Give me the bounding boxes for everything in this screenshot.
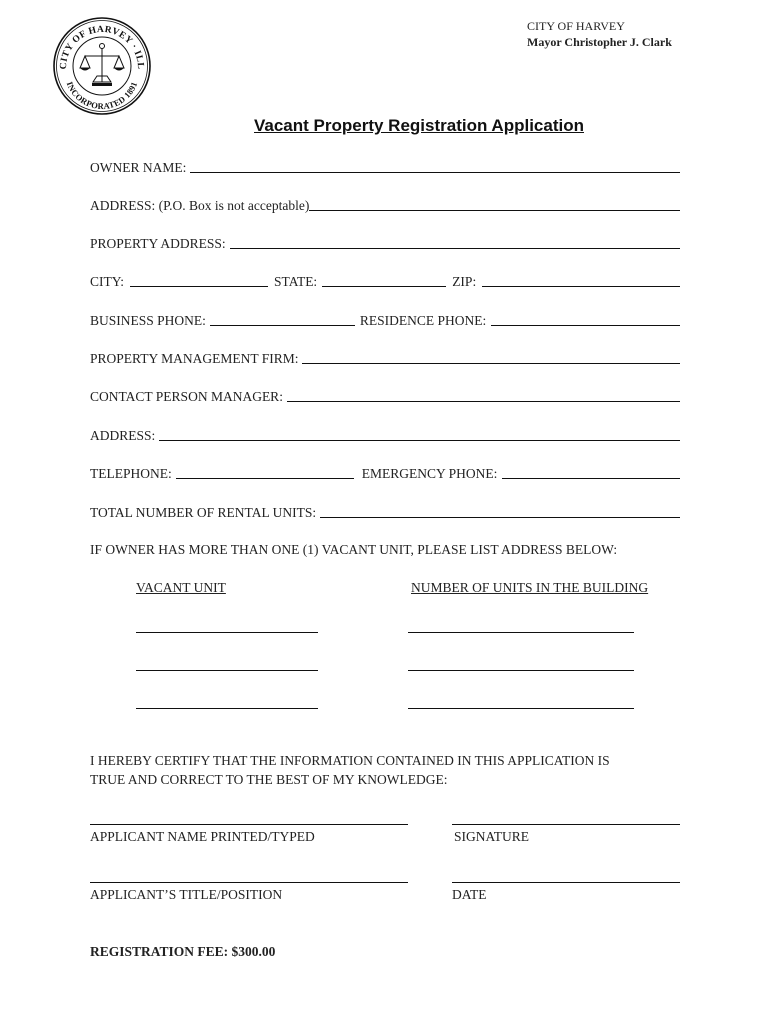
management-firm-row [90,349,680,367]
manager-address-row [90,426,680,444]
vacant-unit-field-2[interactable] [136,670,318,671]
contact-person-row [90,387,680,405]
units-in-building-field-2[interactable] [408,670,634,671]
property-address-row [90,234,680,252]
owner-name-field[interactable] [190,172,680,173]
signature-label: SIGNATURE [454,829,530,844]
city-field[interactable] [130,286,268,287]
owner-address-field[interactable] [309,210,680,211]
svg-text:CITY OF HARVEY · ILL: CITY OF HARVEY · ILL [58,24,146,70]
units-in-building-header: NUMBER OF UNITS IN THE BUILDING [411,580,649,595]
svg-text:INCORPORATED 1891: INCORPORATED 1891 [64,80,140,112]
total-units-field[interactable] [320,517,680,518]
contact-person-field[interactable] [287,401,680,402]
emergency-phone-field[interactable] [502,478,680,479]
vacant-unit-header: VACANT UNIT [136,580,226,595]
management-firm-label: PROPERTY MANAGEMENT FIRM: [90,351,299,366]
certification-line-1: I HEREBY CERTIFY THAT THE INFORMATION CONTAINED IN THIS APPLICATION IS [90,753,610,768]
city-state-zip-row [90,272,680,290]
total-units-label: TOTAL NUMBER OF RENTAL UNITS: [90,505,317,520]
business-phone-field[interactable] [210,325,355,326]
form-title: Vacant Property Registration Application [254,116,584,135]
owner-name-label: OWNER NAME: [90,160,187,175]
telephone-field[interactable] [176,478,354,479]
residence-phone-label: RESIDENCE PHONE: [359,313,487,328]
total-units-row [90,503,680,521]
business-phone-label: BUSINESS PHONE: [90,313,206,328]
phones-row [90,311,680,329]
property-address-label: PROPERTY ADDRESS: [90,236,226,251]
date-field[interactable] [452,882,680,883]
certification-line-2: TRUE AND CORRECT TO THE BEST OF MY KNOWLEDGE: [90,772,448,787]
header-city: CITY OF HARVEY [527,19,625,33]
management-firm-field[interactable] [302,363,680,364]
residence-phone-field[interactable] [491,325,680,326]
owner-address-label: ADDRESS: (P.O. Box is not acceptable) [90,198,310,213]
units-in-building-field-3[interactable] [408,708,634,709]
applicant-name-field[interactable] [90,824,408,825]
applicant-title-field[interactable] [90,882,408,883]
header-mayor: Mayor Christopher J. Clark [527,35,672,49]
owner-name-row [90,158,680,176]
manager-address-field[interactable] [159,440,680,441]
vacant-unit-field-3[interactable] [136,708,318,709]
telephone-label: TELEPHONE: [90,466,172,481]
registration-fee: REGISTRATION FEE: $300.00 [90,944,276,959]
city-label: CITY: [90,274,125,289]
owner-address-row [90,196,680,214]
state-field[interactable] [322,286,446,287]
emergency-phone-label: EMERGENCY PHONE: [361,466,498,481]
date-label: DATE [452,887,487,902]
zip-field[interactable] [482,286,680,287]
units-in-building-field-1[interactable] [408,632,634,633]
contact-person-label: CONTACT PERSON MANAGER: [90,389,283,404]
manager-address-label: ADDRESS: [90,428,156,443]
multi-unit-note: IF OWNER HAS MORE THAN ONE (1) VACANT UNIT, PLEASE LIST ADDRESS BELOW: [90,542,618,557]
vacant-unit-field-1[interactable] [136,632,318,633]
applicant-title-label: APPLICANT’S TITLE/POSITION [90,887,283,902]
city-seal-logo [52,16,152,116]
telephone-row [90,464,680,482]
property-address-field[interactable] [230,248,680,249]
zip-label: ZIP: [452,274,477,289]
state-label: STATE: [274,274,318,289]
applicant-name-label: APPLICANT NAME PRINTED/TYPED [90,829,315,844]
signature-field[interactable] [452,824,680,825]
